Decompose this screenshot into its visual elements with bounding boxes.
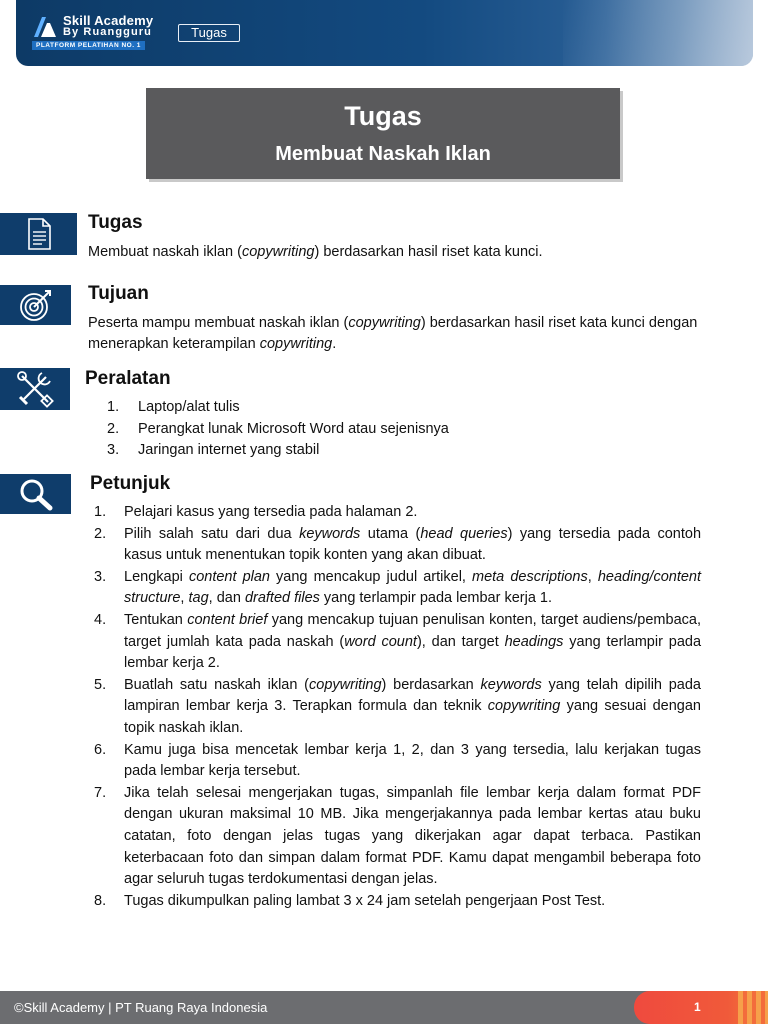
list-item: 5. Buatlah satu naskah iklan (copywriting) berdasarkan keywords yang telah dipilih pada lampiran lembar kerja 3. Terapkan formula dan teknik copywriting yang sesuai dengan topik naskah iklan. xyxy=(94,676,701,736)
section-title-tujuan: Tujuan xyxy=(88,283,149,304)
list-item: 7. Jika telah selesai mengerjakan tugas, simpanlah file lembar kerja dalam format PDF dengan ukuran maksimal 10 MB. Jika mengerjakannya pada lembar kertas atau buku catatan, foto dengan jelas tugas yang dikerjakan agar dapat terbaca. Pastikan keterbacaan foto dan simpan dalam format PDF. Kamu dapat mengambil beberapa foto agar seluruh tugas terdokumentasi dengan jelas. xyxy=(94,784,701,888)
footer-stripes xyxy=(738,991,768,1024)
header-decoration xyxy=(563,0,753,66)
section-icon-tab-petunjuk xyxy=(0,474,71,514)
page-title: Tugas xyxy=(344,101,422,131)
search-icon xyxy=(17,477,55,511)
title-box xyxy=(146,88,620,179)
header-banner xyxy=(16,0,753,66)
list-item: 2. Pilih salah satu dari dua keywords utama (head queries) yang tersedia pada contoh kasus untuk menentukan topik konten yang akan dibuat. xyxy=(94,525,702,564)
section-text-tugas: Membuat naskah iklan (copywriting) berdasarkan hasil riset kata kunci. xyxy=(88,244,543,260)
section-icon-tab-tujuan xyxy=(0,285,71,325)
header-tag: Tugas xyxy=(178,24,240,42)
page-number: 1 xyxy=(694,1000,701,1014)
list-item: 4. Tentukan content brief yang mencakup tujuan penulisan konten, target audiens/pembaca, target jumlah kata pada naskah (word count), dan target headings yang terlampir pada lembar kerja 2. xyxy=(94,611,702,672)
footer-accent xyxy=(634,991,768,1024)
section-icon-tab-tugas xyxy=(0,213,77,255)
list-item: 6. Kamu juga bisa mencetak lembar kerja 1, 2, dan 3 yang tersedia, lalu kerjakan tugas pada lembar kerja tersebut. xyxy=(94,741,701,780)
section-icon-tab-peralatan xyxy=(0,368,70,410)
list-item: 2. Perangkat lunak Microsoft Word atau sejenisnya xyxy=(107,420,449,437)
list-item: 8. Tugas dikumpulkan paling lambat 3 x 24 jam setelah pengerjaan Post Test. xyxy=(94,892,606,909)
list-item: 1. Pelajari kasus yang tersedia pada halaman 2. xyxy=(94,504,418,520)
section-title-peralatan: Peralatan xyxy=(85,368,171,389)
section-text-tujuan: Peserta mampu membuat naskah iklan (copywriting) berdasarkan hasil riset kata kunci dengan menerapkan keterampilan copywriting. xyxy=(88,315,698,352)
tools-icon xyxy=(14,370,56,408)
target-icon xyxy=(18,288,54,322)
section-title-petunjuk: Petunjuk xyxy=(90,473,171,494)
document-icon xyxy=(26,218,52,250)
brand-name: Skill Academy xyxy=(63,13,154,28)
brand-byline: By Ruangguru xyxy=(63,26,152,38)
page-subtitle: Membuat Naskah Iklan xyxy=(275,143,491,165)
footer-copyright: ©Skill Academy | PT Ruang Raya Indonesia xyxy=(14,1000,268,1015)
section-title-tugas: Tugas xyxy=(88,212,143,233)
skill-academy-logo-icon xyxy=(32,15,58,39)
list-item: 3. Jaringan internet yang stabil xyxy=(107,442,320,459)
list-item: 1. Laptop/alat tulis xyxy=(107,399,240,415)
petunjuk-list xyxy=(94,502,701,912)
list-item: 3. Lengkapi content plan yang mencakup judul artikel, meta descriptions, heading/content structure, tag, dan drafted files yang terlampir pada lembar kerja 1. xyxy=(94,568,702,607)
peralatan-list xyxy=(107,397,667,462)
brand-tagline: PLATFORM PELATIHAN NO. 1 xyxy=(32,41,145,50)
